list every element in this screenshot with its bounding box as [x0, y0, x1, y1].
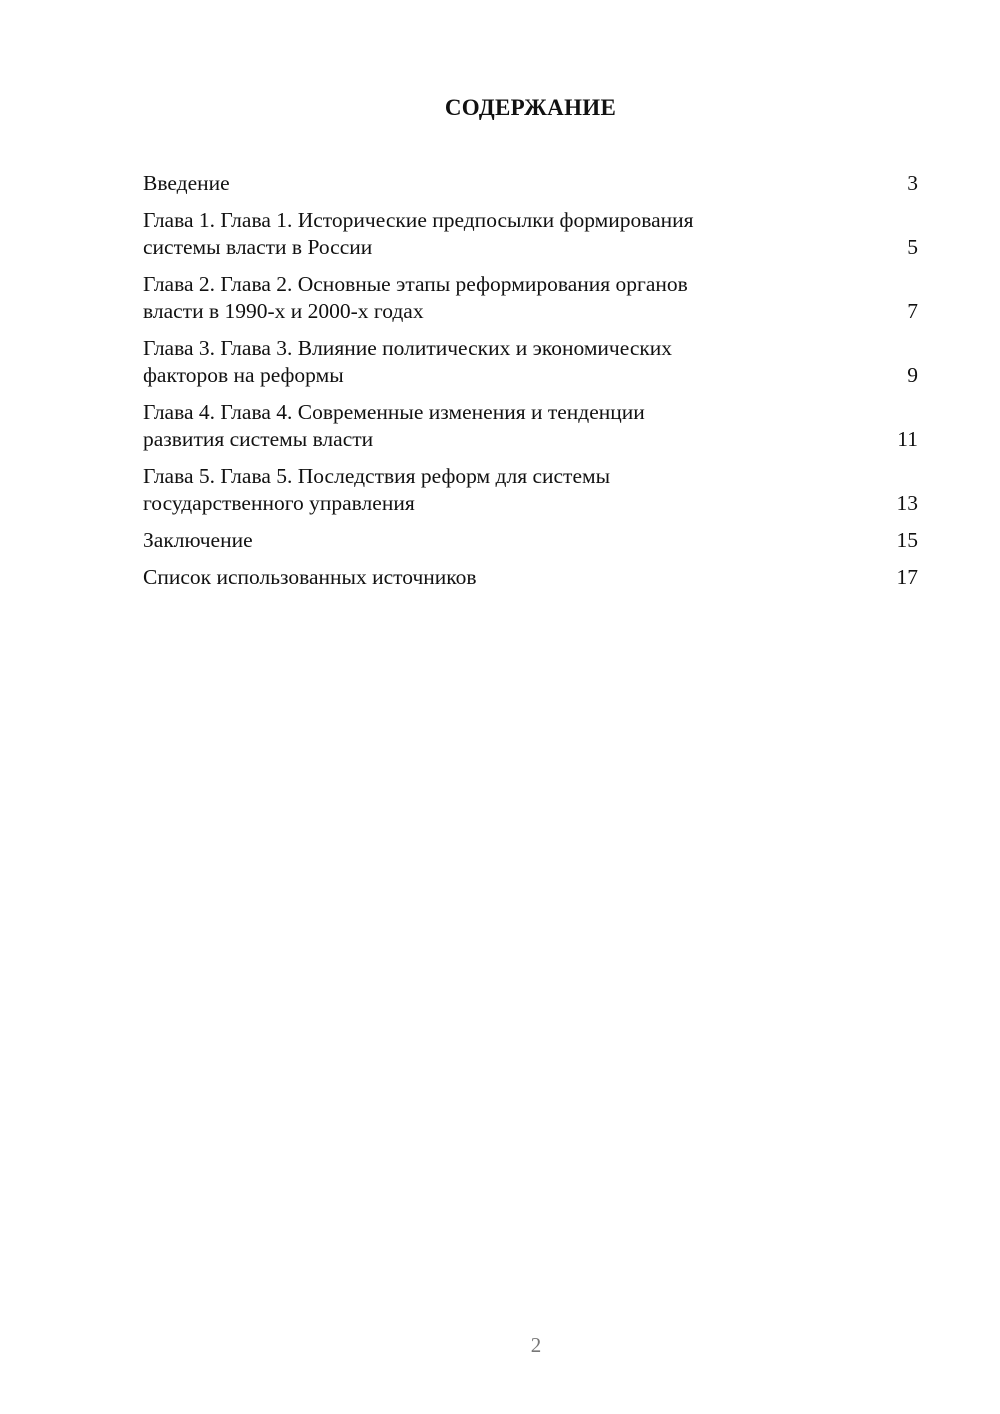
toc-entry-introduction — [143, 170, 918, 197]
toc-entry-line: Глава 3. Глава 3. Влияние политических и экономических — [143, 336, 673, 360]
toc-entry-page: 9 — [907, 363, 918, 387]
toc-entry-line: власти в 1990-х и 2000-х годах — [143, 299, 424, 323]
toc-entry-page: 17 — [896, 565, 918, 589]
toc-entry-text — [143, 170, 888, 197]
toc-entry-line: Введение — [143, 171, 230, 195]
toc-entry-page: 5 — [907, 235, 918, 259]
toc-entry-line: развития системы власти — [143, 427, 374, 451]
toc-entry-conclusion — [143, 527, 918, 554]
toc-entry-chapter-2 — [143, 271, 918, 325]
toc-entry-line: факторов на реформы — [143, 363, 344, 387]
toc-entry-chapter-5 — [143, 463, 918, 517]
toc-entry-chapter-4 — [143, 399, 918, 453]
table-of-contents — [143, 170, 918, 601]
toc-entry-page: 15 — [896, 528, 918, 552]
toc-entry-text — [143, 271, 888, 325]
page-number: 2 — [530, 1333, 542, 1357]
toc-entry-line: государственного управления — [143, 491, 415, 515]
toc-entry-text — [143, 527, 888, 554]
toc-entry-text — [143, 463, 888, 517]
toc-entry-page: 3 — [907, 171, 918, 195]
toc-entry-page: 11 — [897, 427, 918, 451]
toc-entry-references — [143, 564, 918, 591]
toc-entry-line: Глава 2. Глава 2. Основные этапы реформирования органов — [143, 272, 688, 296]
toc-entry-line: Список использованных источников — [143, 565, 477, 589]
toc-entry-text — [143, 564, 888, 591]
toc-entry-line: Глава 1. Глава 1. Исторические предпосылки формирования — [143, 208, 694, 232]
toc-entry-text — [143, 207, 888, 261]
toc-entry-chapter-1 — [143, 207, 918, 261]
toc-entry-page: 7 — [907, 299, 918, 323]
toc-entry-line: Заключение — [143, 528, 253, 552]
toc-entry-line: Глава 5. Глава 5. Последствия реформ для системы — [143, 464, 611, 488]
toc-entry-text — [143, 335, 888, 389]
toc-entry-line: системы власти в России — [143, 235, 373, 259]
toc-entry-line: Глава 4. Глава 4. Современные изменения и тенденции — [143, 400, 645, 424]
toc-entry-page: 13 — [896, 491, 918, 515]
toc-entry-text — [143, 399, 888, 453]
page-title: СОДЕРЖАНИЕ — [444, 95, 617, 120]
toc-entry-chapter-3 — [143, 335, 918, 389]
